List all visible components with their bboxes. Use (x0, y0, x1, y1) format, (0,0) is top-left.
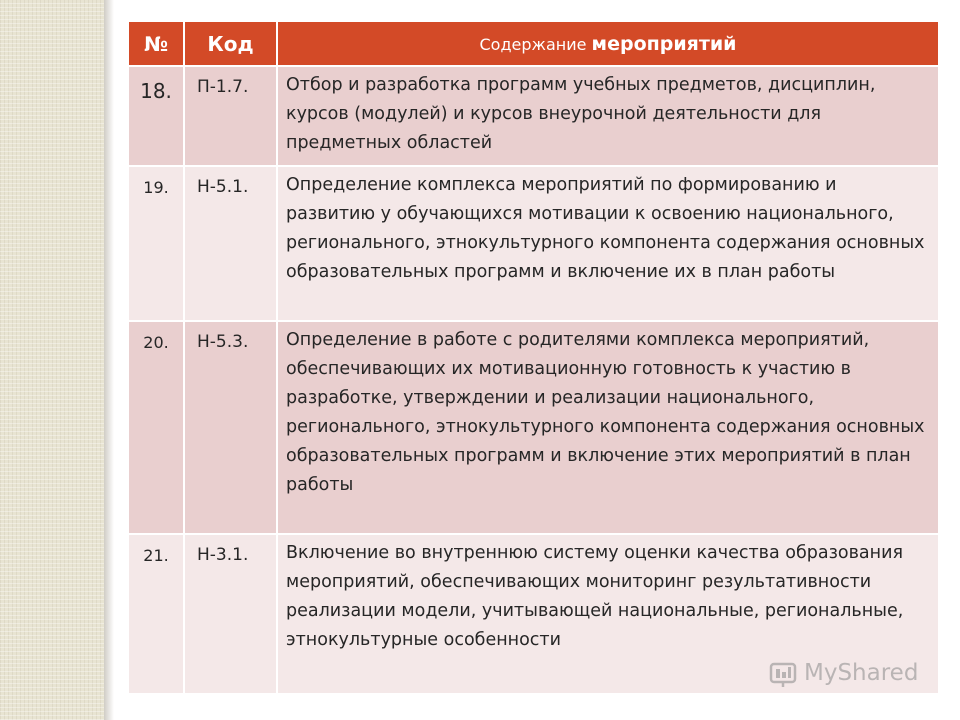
table-header-row (129, 22, 938, 66)
row-description: Отбор и разработка программ учебных предметов, дисциплин, курсов (модулей) и курсов внеурочной деятельности для предметных областей (277, 66, 938, 166)
table-row (129, 321, 938, 534)
watermark-text: MyShared (804, 660, 919, 686)
row-num: 20. (129, 321, 184, 534)
row-num: 19. (129, 166, 184, 321)
header-content-prefix: Содержание (479, 34, 587, 54)
header-content-bold: мероприятий (591, 32, 737, 55)
row-code: Н-5.3. (184, 321, 277, 534)
row-code: Н-3.1. (184, 534, 277, 693)
activities-table (129, 22, 938, 693)
side-texture-stripe (0, 0, 104, 720)
table-row (129, 66, 938, 166)
row-num: 21. (129, 534, 184, 693)
row-description: Включение во внутреннюю систему оценки качества образования мероприятий, обеспечивающих мониторинг результативности реализации модели, учитывающей национальные, региональные, этнокультурные особенности (277, 534, 938, 693)
row-code: Н-5.1. (184, 166, 277, 321)
myshared-watermark (768, 655, 928, 691)
row-num: 18. (129, 66, 184, 166)
header-num: № (129, 22, 184, 66)
header-content (277, 22, 938, 66)
table-row (129, 166, 938, 321)
header-code: Код (184, 22, 277, 66)
row-code: П-1.7. (184, 66, 277, 166)
row-description: Определение комплекса мероприятий по формированию и развитию у обучающихся мотивации к освоению национального, регионального, этнокультурного компонента содержания основных образовательных программ и включение их в план работы (277, 166, 938, 321)
myshared-logo-icon (768, 658, 798, 688)
row-description: Определение в работе с родителями комплекса мероприятий, обеспечивающих их мотивационную готовность к участию в разработке, утверждении и реализации национального, регионального, этнокультурного компонента содержания основных образовательных программ и включение этих мероприятий в план работы (277, 321, 938, 534)
side-stripe-shadow (104, 0, 114, 720)
